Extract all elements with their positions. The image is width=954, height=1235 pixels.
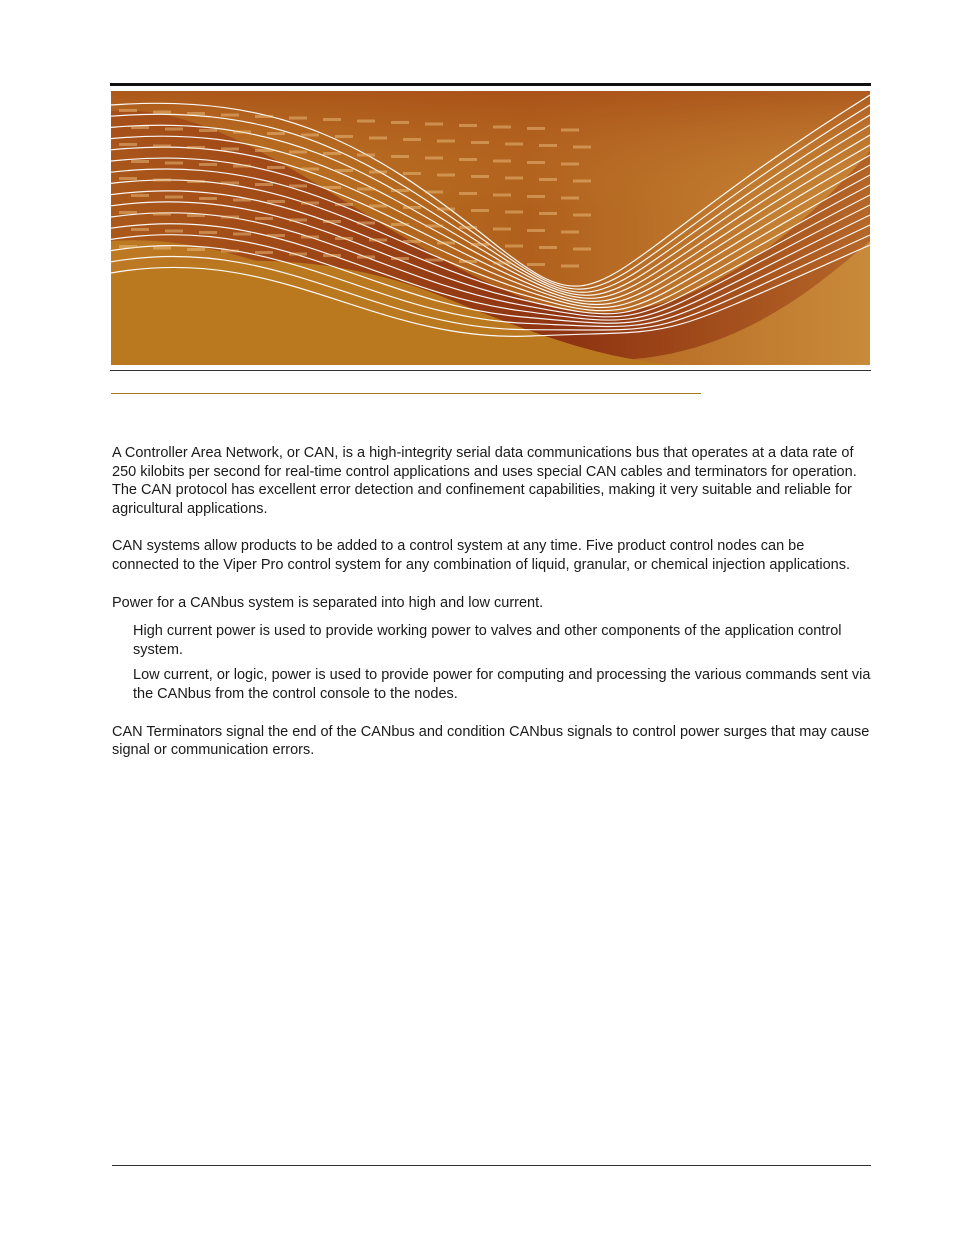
- banner-texture-mark: [459, 226, 477, 229]
- banner-texture-mark: [391, 155, 409, 158]
- banner-texture-mark: [301, 202, 319, 205]
- banner-texture-mark: [165, 162, 183, 165]
- paragraph-power-intro: Power for a CANbus system is separated into high and low current.: [112, 594, 544, 611]
- banner-texture-mark: [403, 206, 421, 209]
- banner-texture-mark: [335, 203, 353, 206]
- banner-texture-mark: [505, 245, 523, 248]
- banner-texture-mark: [119, 177, 137, 180]
- banner-texture-mark: [119, 245, 137, 248]
- banner-texture-mark: [527, 229, 545, 232]
- banner-texture-mark: [131, 126, 149, 129]
- banner-wave-graphic: [111, 91, 870, 365]
- banner-texture-mark: [539, 144, 557, 147]
- banner-texture-mark: [391, 257, 409, 260]
- banner-texture-mark: [391, 189, 409, 192]
- banner-texture-mark: [289, 185, 307, 188]
- banner-texture-mark: [289, 253, 307, 256]
- power-list: [112, 622, 872, 703]
- banner-texture-mark: [437, 208, 455, 211]
- paragraph-can-systems: CAN systems allow products to be added to a control system at any time. Five product control nodes can be connected to the Viper Pro control system for any combination of liquid, granular, or chemical injection applications.: [112, 538, 851, 573]
- banner-texture-mark: [561, 265, 579, 268]
- banner-texture-mark: [527, 161, 545, 164]
- banner-texture-mark: [255, 115, 273, 118]
- banner-texture-mark: [221, 148, 239, 151]
- banner-texture-mark: [505, 211, 523, 214]
- banner-texture-mark: [233, 233, 251, 236]
- banner-texture-mark: [573, 248, 591, 251]
- banner-texture-mark: [335, 237, 353, 240]
- banner-bottom-rule: [110, 370, 871, 371]
- banner-texture-mark: [323, 186, 341, 189]
- banner-texture-mark: [255, 149, 273, 152]
- banner-texture-mark: [199, 197, 217, 200]
- header-banner-image: [111, 91, 870, 365]
- banner-texture-mark: [357, 188, 375, 191]
- banner-texture-mark: [289, 219, 307, 222]
- banner-texture-mark: [459, 124, 477, 127]
- banner-texture-mark: [539, 178, 557, 181]
- banner-texture-mark: [561, 231, 579, 234]
- banner-texture-mark: [221, 216, 239, 219]
- banner-texture-mark: [369, 239, 387, 242]
- banner-texture-mark: [425, 259, 443, 262]
- banner-texture-mark: [255, 217, 273, 220]
- banner-texture-mark: [335, 135, 353, 138]
- banner-texture-mark: [165, 230, 183, 233]
- banner-texture-mark: [493, 262, 511, 265]
- banner-texture-mark: [187, 248, 205, 251]
- banner-texture-mark: [221, 250, 239, 253]
- banner-texture-mark: [323, 220, 341, 223]
- banner-texture-mark: [119, 143, 137, 146]
- list-item-low-current: Low current, or logic, power is used to provide power for computing and processing the various commands sent via the CANbus from the control console to the nodes.: [133, 667, 871, 702]
- banner-texture-mark: [119, 211, 137, 214]
- banner-texture-mark: [131, 194, 149, 197]
- banner-texture-mark: [187, 112, 205, 115]
- banner-texture-mark: [119, 109, 137, 112]
- banner-texture-mark: [471, 243, 489, 246]
- banner-texture-mark: [153, 213, 171, 216]
- section-title-underline: [111, 393, 701, 394]
- banner-texture-mark: [391, 121, 409, 124]
- paragraph-can-intro: A Controller Area Network, or CAN, is a high-integrity serial data communications bus that operates at a data rate of 250 kilobits per second for real-time control applications and uses special CAN cables and terminators for operation. The CAN protocol has excellent error detection and confinement capabilities, making it very suitable and reliable for agricultural applications.: [112, 445, 857, 517]
- banner-texture-mark: [357, 222, 375, 225]
- banner-texture-mark: [493, 228, 511, 231]
- banner-texture-mark: [221, 182, 239, 185]
- banner-texture-mark: [153, 145, 171, 148]
- banner-texture-mark: [233, 165, 251, 168]
- banner-texture-mark: [301, 134, 319, 137]
- footer-rule: [112, 1165, 871, 1166]
- banner-texture-mark: [403, 240, 421, 243]
- banner-texture-mark: [165, 128, 183, 131]
- banner-texture-mark: [573, 214, 591, 217]
- banner-texture-mark: [323, 254, 341, 257]
- banner-texture-mark: [357, 154, 375, 157]
- banner-texture-mark: [233, 131, 251, 134]
- banner-texture-mark: [505, 177, 523, 180]
- banner-texture-mark: [255, 183, 273, 186]
- banner-texture-mark: [459, 260, 477, 263]
- banner-texture-mark: [221, 114, 239, 117]
- banner-texture-mark: [561, 197, 579, 200]
- banner-texture-mark: [403, 138, 421, 141]
- banner-texture-mark: [357, 256, 375, 259]
- banner-texture-mark: [289, 117, 307, 120]
- banner-texture-mark: [289, 151, 307, 154]
- banner-texture-mark: [437, 140, 455, 143]
- banner-texture-mark: [527, 263, 545, 266]
- banner-texture-mark: [357, 120, 375, 123]
- banner-texture-mark: [131, 228, 149, 231]
- banner-texture-mark: [323, 118, 341, 121]
- banner-texture-mark: [199, 231, 217, 234]
- banner-texture-mark: [471, 141, 489, 144]
- banner-texture-mark: [153, 111, 171, 114]
- banner-texture-mark: [527, 127, 545, 130]
- banner-texture-mark: [459, 192, 477, 195]
- banner-texture-mark: [471, 209, 489, 212]
- banner-texture-mark: [369, 137, 387, 140]
- banner-texture-mark: [233, 199, 251, 202]
- list-item-high-current: High current power is used to provide working power to valves and other components of the application control system.: [133, 623, 842, 658]
- banner-texture-mark: [199, 163, 217, 166]
- banner-texture-mark: [335, 169, 353, 172]
- banner-texture-mark: [267, 132, 285, 135]
- banner-texture-mark: [459, 158, 477, 161]
- banner-texture-mark: [187, 214, 205, 217]
- banner-texture-mark: [369, 205, 387, 208]
- banner-texture-mark: [539, 212, 557, 215]
- banner-texture-mark: [369, 171, 387, 174]
- banner-texture-mark: [527, 195, 545, 198]
- paragraph-terminators: CAN Terminators signal the end of the CANbus and condition CANbus signals to control power surges that may cause signal or communication errors.: [112, 723, 870, 759]
- banner-texture-mark: [425, 157, 443, 160]
- banner-texture-mark: [505, 143, 523, 146]
- banner-texture-mark: [425, 123, 443, 126]
- header-top-rule: [110, 83, 871, 86]
- banner-texture-mark: [187, 146, 205, 149]
- banner-texture-mark: [187, 180, 205, 183]
- banner-texture-mark: [425, 225, 443, 228]
- banner-texture-mark: [437, 174, 455, 177]
- banner-texture-mark: [301, 168, 319, 171]
- banner-texture-mark: [493, 160, 511, 163]
- banner-texture-mark: [573, 180, 591, 183]
- banner-texture-mark: [403, 172, 421, 175]
- banner-texture-mark: [255, 251, 273, 254]
- banner-texture-mark: [199, 129, 217, 132]
- banner-texture-mark: [561, 163, 579, 166]
- banner-texture-mark: [165, 196, 183, 199]
- banner-texture-mark: [301, 236, 319, 239]
- banner-texture-mark: [471, 175, 489, 178]
- banner-texture-mark: [153, 247, 171, 250]
- banner-texture-mark: [267, 166, 285, 169]
- banner-texture-mark: [131, 160, 149, 163]
- banner-texture-mark: [153, 179, 171, 182]
- banner-texture-mark: [323, 152, 341, 155]
- banner-texture-mark: [561, 129, 579, 132]
- banner-texture-mark: [573, 146, 591, 149]
- banner-texture-mark: [493, 126, 511, 129]
- banner-texture-mark: [437, 242, 455, 245]
- banner-texture-mark: [391, 223, 409, 226]
- banner-texture-mark: [425, 191, 443, 194]
- banner-texture-mark: [267, 234, 285, 237]
- banner-texture-mark: [539, 246, 557, 249]
- banner-texture-mark: [493, 194, 511, 197]
- document-body: [112, 444, 872, 779]
- banner-texture-mark: [267, 200, 285, 203]
